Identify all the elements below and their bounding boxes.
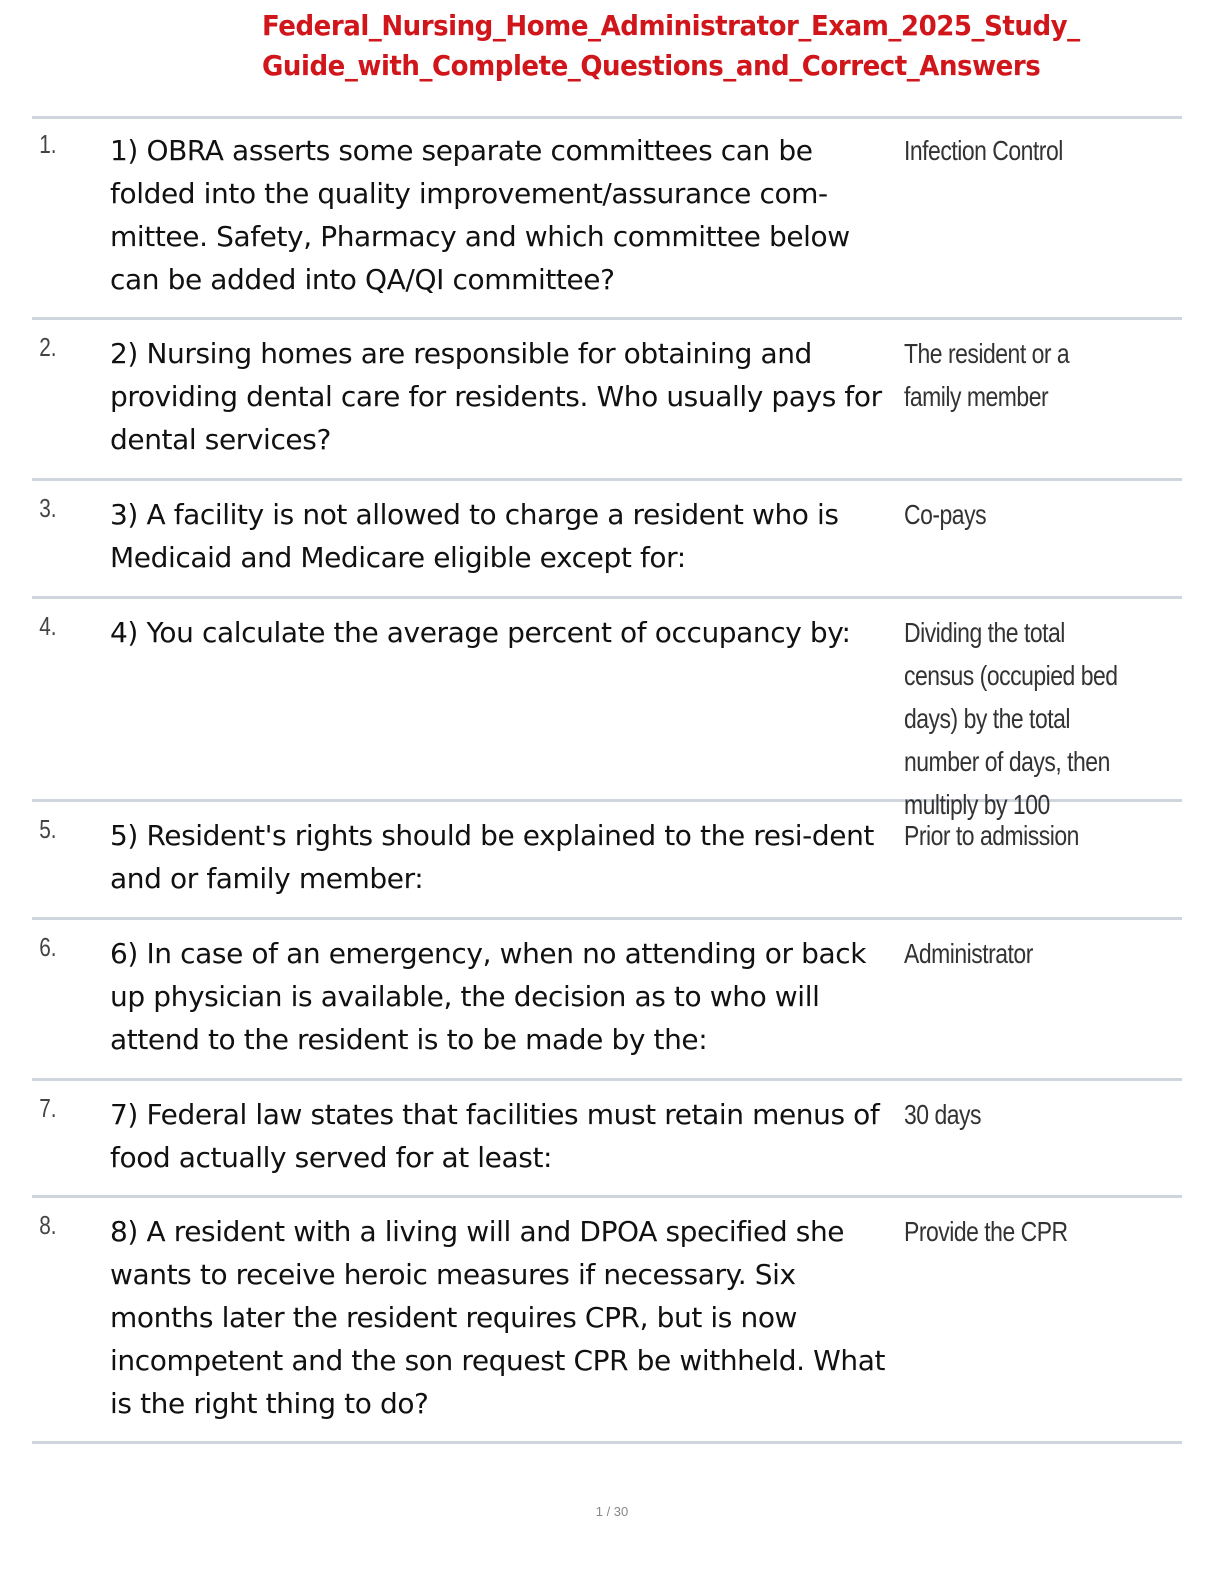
question-text: 1) OBRA asserts some separate committees can be folded into the quality improvement/assurance com-mittee. Safety, Pharmacy and which committee below can be added into QA/QI committee?: [110, 134, 850, 296]
question-number: 7.: [39, 1093, 57, 1123]
question-number: 4.: [39, 611, 57, 641]
question-text: 6) In case of an emergency, when no attending or back up physician is available, the decision as to who will attend to the resident is to be made by the:: [110, 937, 867, 1056]
qa-row: [32, 1081, 1182, 1198]
question-text: 4) You calculate the average percent of occupancy by:: [110, 616, 851, 649]
document-title-line-1: Federal_Nursing_Home_Administrator_Exam_2025_Study_: [262, 9, 1080, 42]
question-number: 8.: [39, 1210, 57, 1240]
qa-row: [32, 599, 1182, 820]
answer-text: Prior to admission: [904, 820, 1079, 851]
question-number: 3.: [39, 493, 57, 523]
answer-text: Co-pays: [904, 499, 987, 530]
qa-row: [32, 920, 1182, 1081]
answer-text: Dividing the total census (occupied bed days) by the total number of days, then multiply by 100: [904, 617, 1118, 820]
answer-text: The resident or a family member: [904, 338, 1070, 412]
question-text: 2) Nursing homes are responsible for obtaining and providing dental care for residents. Who usually pays for dental services?: [110, 337, 882, 456]
question-number: 5.: [39, 814, 57, 844]
question-answer-table: [32, 116, 1182, 1444]
qa-row: [32, 481, 1182, 599]
question-number: 2.: [39, 332, 57, 362]
answer-text: 30 days: [904, 1099, 981, 1130]
question-text: 5) Resident's rights should be explained to the resi-dent and or family member:: [110, 819, 875, 895]
question-text: 7) Federal law states that facilities must retain menus of food actually served for at least:: [110, 1098, 880, 1174]
question-number: 6.: [39, 932, 57, 962]
answer-text: Provide the CPR: [904, 1216, 1068, 1247]
question-text: 8) A resident with a living will and DPOA specified she wants to receive heroic measures if necessary. Six months later the resident requires CPR, but is now incompetent and the son request CPR be withheld. What is the right thing to do?: [110, 1215, 886, 1420]
document-title-line-2: Guide_with_Complete_Questions_and_Correct_Answers: [262, 49, 1041, 82]
question-number: 1.: [39, 129, 57, 159]
page-indicator: 1 / 30: [595, 1504, 629, 1519]
qa-row: [32, 802, 1182, 920]
qa-row: [32, 320, 1182, 481]
qa-row: [32, 119, 1182, 320]
answer-text: Infection Control: [904, 135, 1063, 166]
document-title: [262, 6, 1099, 86]
qa-row: [32, 1198, 1182, 1444]
question-text: 3) A facility is not allowed to charge a resident who is Medicaid and Medicare eligible except for:: [110, 498, 839, 574]
answer-text: Administrator: [904, 938, 1033, 969]
